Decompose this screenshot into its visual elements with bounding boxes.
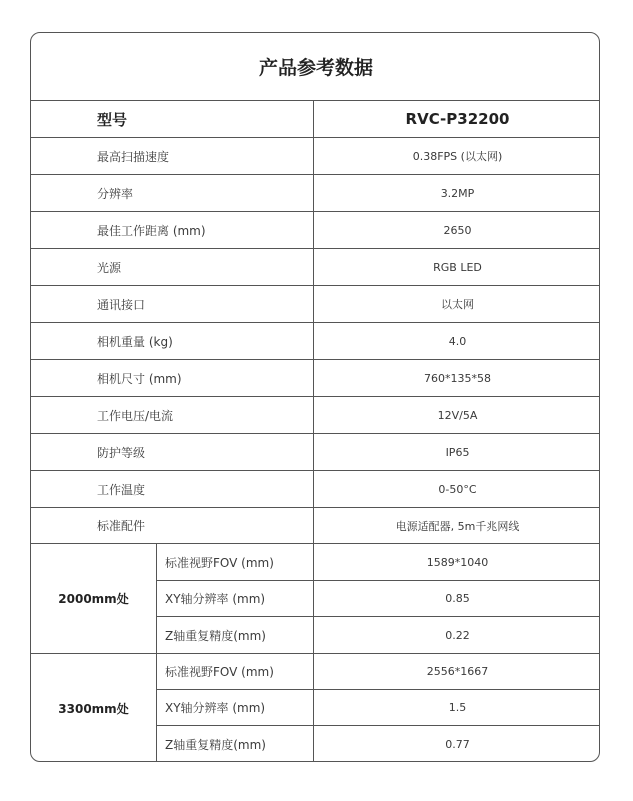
table-row (157, 726, 600, 762)
row-label: Z轴重复精度(mm) (157, 617, 314, 654)
row-value: 1589*1040 (426, 555, 489, 569)
table-row (157, 654, 600, 690)
row-value: 0.77 (445, 737, 470, 751)
row-value: 0-50°C (438, 482, 477, 496)
row-value: 0.38FPS (以太网) (412, 150, 503, 163)
row-value: 电源适配器, 5m千兆网线 (395, 519, 520, 533)
row-value: 0.85 (445, 592, 470, 605)
table-row (157, 690, 600, 726)
row-label: XY轴分辨率 (mm) (157, 690, 314, 725)
row-label: 标准视野FOV (mm) (157, 544, 314, 580)
row-label: 分辨率 (31, 175, 314, 211)
row-label: 相机重量 (kg) (31, 323, 314, 359)
table-row (31, 360, 600, 397)
row-value: RGB LED (433, 260, 482, 274)
distance-group (31, 544, 600, 654)
spec-table (30, 32, 600, 762)
row-value: 以太网 (441, 298, 474, 311)
row-value: IP65 (445, 445, 470, 459)
table-row (31, 471, 600, 508)
row-value: 3.2MP (440, 186, 475, 200)
table-row (157, 617, 600, 654)
row-label: 标准视野FOV (mm) (157, 654, 314, 689)
header-value: RVC-P32200 (405, 110, 510, 128)
table-row (31, 286, 600, 323)
table-row (31, 175, 600, 212)
row-label: 工作电压/电流 (31, 397, 314, 433)
table-row (31, 138, 600, 175)
row-value: 760*135*58 (424, 371, 491, 385)
table-row (31, 212, 600, 249)
row-label: 防护等级 (31, 434, 314, 470)
distance-group (31, 654, 600, 762)
row-label: Z轴重复精度(mm) (157, 726, 314, 762)
row-value: 1.5 (448, 701, 467, 714)
header-label: 型号 (31, 101, 314, 137)
group-label: 3300mm处 (31, 654, 157, 762)
row-value: 2556*1667 (426, 665, 489, 678)
row-label: 通讯接口 (31, 286, 314, 322)
table-row (157, 544, 600, 581)
row-label: 工作温度 (31, 471, 314, 507)
row-label: 相机尺寸 (mm) (31, 360, 314, 396)
row-label: 最佳工作距离 (mm) (31, 212, 314, 248)
table-row (31, 434, 600, 471)
row-label: XY轴分辨率 (mm) (157, 581, 314, 616)
table-title: 产品参考数据 (31, 33, 600, 101)
table-row (31, 249, 600, 286)
row-value: 0.22 (445, 629, 470, 642)
table-row (31, 508, 600, 544)
group-label: 2000mm处 (31, 544, 157, 653)
row-value: 2650 (443, 223, 472, 237)
row-label: 光源 (31, 249, 314, 285)
table-row (31, 397, 600, 434)
row-label: 标准配件 (31, 508, 314, 543)
row-label: 最高扫描速度 (31, 138, 314, 174)
table-row (31, 323, 600, 360)
table-row (157, 581, 600, 617)
row-value: 12V/5A (437, 408, 478, 422)
row-value: 4.0 (448, 334, 467, 348)
header-row (31, 101, 600, 138)
